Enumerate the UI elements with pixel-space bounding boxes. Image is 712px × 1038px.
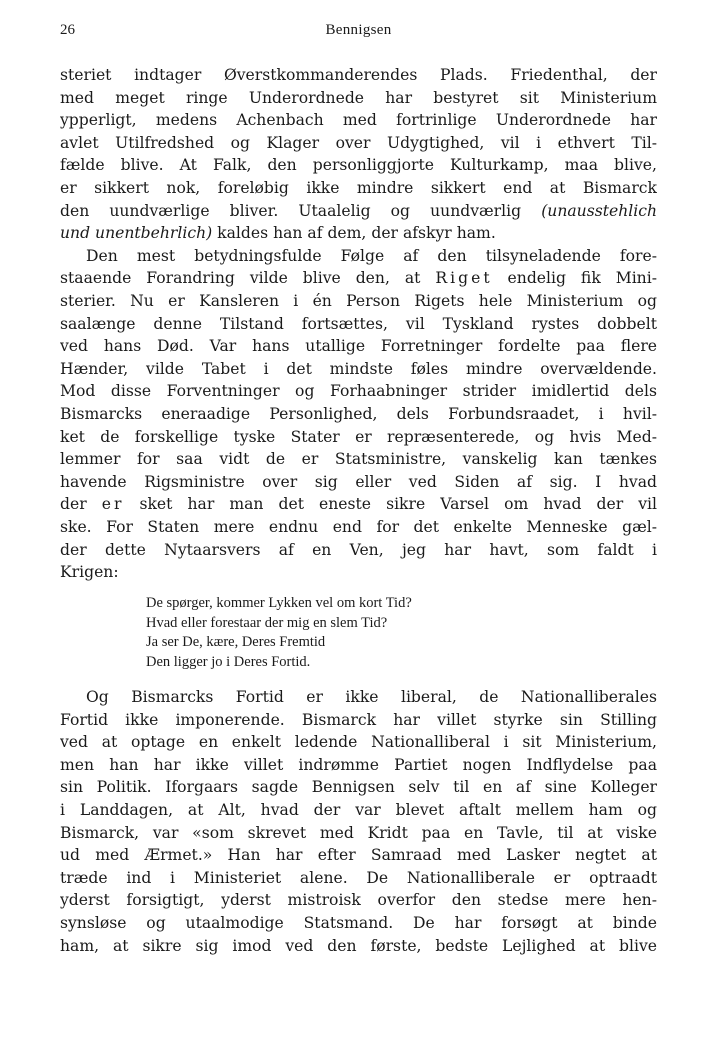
text-line bbox=[60, 222, 657, 245]
text-line: Bismarcks eneraadige Personlighed, dels Forbundsraadet, i hvil- bbox=[60, 404, 657, 423]
text-line: lemmer for saa vidt de er Statsministre, vanskelig kan tænkes bbox=[60, 450, 657, 469]
text-segment: endelig fik Mini- bbox=[507, 269, 657, 288]
text-line: Fortid ikke imponerende. Bismarck har villet styrke sin Stilling bbox=[60, 710, 657, 729]
text-line: fælde blive. At Falk, den personliggjorte Kulturkamp, maa blive, bbox=[60, 156, 657, 175]
text-line: Krigen: bbox=[60, 563, 119, 582]
text-line: havende Rigsministre over sig eller ved Siden af sig. I hvad bbox=[60, 472, 657, 491]
italic-phrase: (unausstehlich bbox=[541, 201, 657, 220]
text-line: saalænge denne Tilstand fortsættes, vil Tyskland rystes dobbelt bbox=[60, 314, 657, 333]
text-segment: der bbox=[60, 495, 87, 514]
paragraph-1 bbox=[60, 64, 657, 245]
paragraph-2 bbox=[60, 245, 657, 584]
verse-block bbox=[146, 594, 412, 672]
text-line: ud med Ærmet.» Han har efter Samraad med Lasker negtet at bbox=[60, 846, 657, 865]
text-line: træde ind i Ministeriet alene. De Nationalliberale er optraadt bbox=[60, 868, 657, 887]
text-line: men han har ikke villet indrømme Partiet nogen Indflydelse paa bbox=[60, 755, 657, 774]
text-line: ske. For Staten mere endnu end for det enkelte Menneske gæl- bbox=[60, 517, 657, 536]
text-line: Mod disse Forventninger og Forhaabninger strider imidlertid dels bbox=[60, 382, 657, 401]
text-segment: kaldes han af dem, der afskyr ham. bbox=[217, 224, 496, 243]
text-segment: den uundværlige bliver. Utaalelig og uundværlig bbox=[60, 201, 522, 220]
text-line: Og Bismarcks Fortid er ikke liberal, de Nationalliberales bbox=[86, 688, 657, 706]
text-line: Hænder, vilde Tabet i det mindste føles mindre overvældende. bbox=[60, 359, 657, 378]
text-line: Bismarck, var «som skrevet med Kridt paa en Tavle, til at viske bbox=[60, 823, 657, 842]
text-line: i Landdagen, at Alt, hvad der var blevet aftalt mellem ham og bbox=[60, 800, 657, 819]
text-line: ket de forskellige tyske Stater er repræsenterede, og hvis Med- bbox=[60, 427, 657, 446]
spaced-word: Riget bbox=[435, 269, 493, 288]
italic-phrase: und unentbehrlich) bbox=[60, 224, 213, 243]
text-segment: staaende Forandring vilde blive den, at bbox=[60, 269, 421, 288]
paragraph-3 bbox=[60, 686, 657, 957]
text-line: yderst forsigtigt, yderst mistroisk overfor den stedse mere hen- bbox=[60, 891, 657, 910]
page-header bbox=[60, 22, 657, 44]
text-line: steriet indtager Øverstkommanderendes Plads. Friedenthal, der bbox=[60, 66, 657, 84]
text-line: sin Politik. Iforgaars sagde Bennigsen selv til en af sine Kolleger bbox=[60, 778, 657, 797]
text-line: ypperligt, medens Achenbach med fortrinlige Underordnede har bbox=[60, 111, 657, 130]
text-line: synsløse og utaalmodige Statsmand. De har forsøgt at binde bbox=[60, 913, 657, 932]
running-head: Bennigsen bbox=[325, 22, 392, 38]
page-number: 26 bbox=[60, 22, 75, 38]
text-line: ham, at sikre sig imod ved den første, bedste Lejlighed at blive bbox=[60, 936, 657, 955]
verse-line: Hvad eller forestaar der mig en slem Tid? bbox=[146, 614, 388, 631]
verse-line: Ja ser De, kære, Deres Fremtid bbox=[146, 634, 326, 650]
text-line bbox=[60, 200, 657, 223]
text-line: er sikkert nok, foreløbig ikke mindre sikkert end at Bismarck bbox=[60, 178, 657, 197]
verse-line: Den ligger jo i Deres Fortid. bbox=[146, 653, 311, 670]
text-line bbox=[60, 267, 657, 290]
text-line: ved hans Død. Var hans utallige Forretninger fordelte paa flere bbox=[60, 337, 657, 356]
text-line: Den mest betydningsfulde Følge af den tilsyneladende fore- bbox=[86, 246, 657, 265]
text-line: med meget ringe Underordnede har bestyret sit Ministerium bbox=[60, 88, 657, 107]
text-segment: sket har man det eneste sikre Varsel om hvad der vil bbox=[139, 495, 657, 514]
verse-line: De spørger, kommer Lykken vel om kort Tid? bbox=[146, 595, 412, 611]
text-line: der dette Nytaarsvers af en Ven, jeg har havt, som faldt i bbox=[60, 540, 657, 559]
text-line: avlet Utilfredshed og Klager over Udygtighed, vil i ethvert Til- bbox=[60, 133, 657, 152]
text-line: sterier. Nu er Kansleren i én Person Rigets hele Ministerium og bbox=[60, 291, 657, 310]
text-line: ved at optage en enkelt ledende Nationalliberal i sit Ministerium, bbox=[60, 733, 657, 752]
spaced-word: er bbox=[101, 495, 125, 514]
text-line bbox=[60, 493, 657, 516]
